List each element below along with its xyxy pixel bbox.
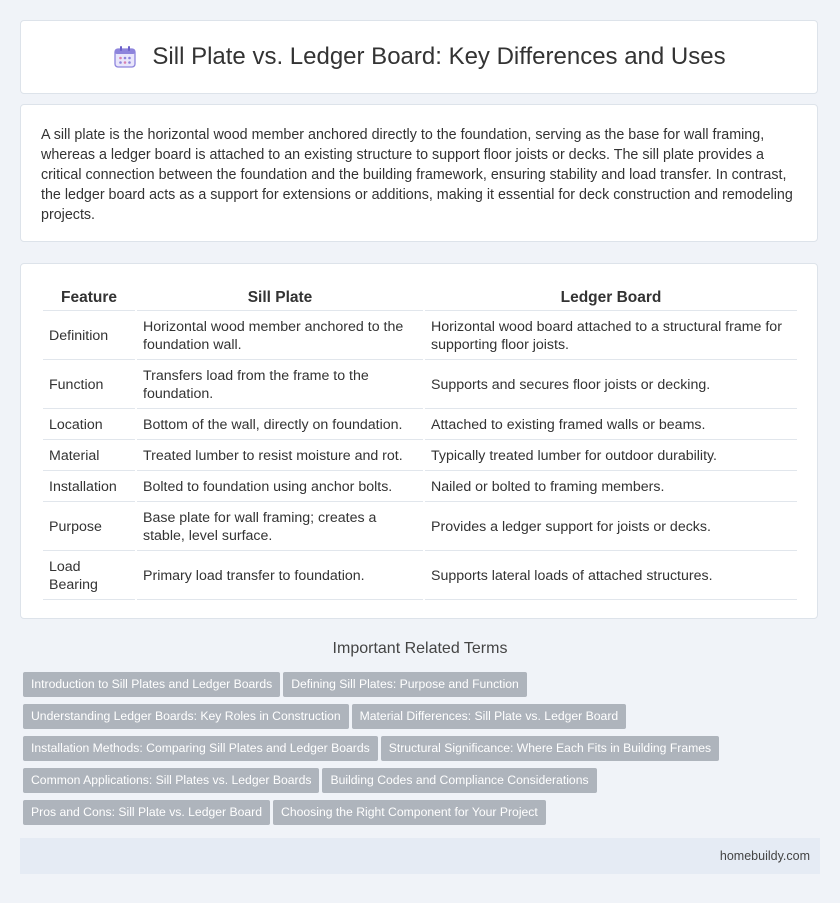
cell-feature: Purpose	[43, 504, 135, 551]
cell-feature: Definition	[43, 313, 135, 360]
cell-sill-plate: Horizontal wood member anchored to the foundation wall.	[137, 313, 423, 360]
related-terms-title: Important Related Terms	[332, 640, 508, 657]
comparison-card	[20, 263, 818, 619]
related-term-tag[interactable]: Choosing the Right Component for Your Project	[273, 800, 546, 825]
cell-feature: Load Bearing	[43, 553, 135, 600]
cell-ledger-board: Attached to existing framed walls or beams.	[425, 411, 797, 440]
footer	[20, 838, 820, 874]
header-ledger-board: Ledger Board	[425, 286, 797, 311]
related-term-tag[interactable]: Defining Sill Plates: Purpose and Function	[283, 672, 527, 697]
table-row	[43, 473, 797, 502]
cell-sill-plate: Primary load transfer to foundation.	[137, 553, 423, 600]
cell-sill-plate: Bottom of the wall, directly on foundation.	[137, 411, 423, 440]
comparison-table	[41, 284, 799, 602]
related-term-tag[interactable]: Building Codes and Compliance Considerations	[322, 768, 596, 793]
related-terms-list	[23, 672, 823, 832]
related-term-tag[interactable]: Structural Significance: Where Each Fits in Building Frames	[381, 736, 719, 761]
related-term-tag[interactable]: Understanding Ledger Boards: Key Roles in Construction	[23, 704, 349, 729]
cell-ledger-board: Horizontal wood board attached to a structural frame for supporting floor joists.	[425, 313, 797, 360]
cell-ledger-board: Provides a ledger support for joists or decks.	[425, 504, 797, 551]
cell-ledger-board: Typically treated lumber for outdoor durability.	[425, 442, 797, 471]
table-row	[43, 411, 797, 440]
page-title: Sill Plate vs. Ledger Board: Key Differences and Uses	[152, 43, 726, 70]
cell-sill-plate: Treated lumber to resist moisture and rot.	[137, 442, 423, 471]
cell-ledger-board: Supports and secures floor joists or decking.	[425, 362, 797, 409]
related-term-tag[interactable]: Pros and Cons: Sill Plate vs. Ledger Board	[23, 800, 270, 825]
cell-ledger-board: Nailed or bolted to framing members.	[425, 473, 797, 502]
table-row	[43, 553, 797, 600]
table-row	[43, 504, 797, 551]
footer-site-link[interactable]: homebuildy.com	[719, 849, 810, 863]
intro-card	[20, 104, 818, 242]
cell-feature: Location	[43, 411, 135, 440]
cell-feature: Function	[43, 362, 135, 409]
calendar-icon	[112, 44, 138, 70]
table-row	[43, 442, 797, 471]
table-row	[43, 362, 797, 409]
cell-ledger-board: Supports lateral loads of attached structures.	[425, 553, 797, 600]
cell-feature: Material	[43, 442, 135, 471]
related-term-tag[interactable]: Introduction to Sill Plates and Ledger Boards	[23, 672, 280, 697]
related-term-tag[interactable]: Common Applications: Sill Plates vs. Ledger Boards	[23, 768, 319, 793]
table-header-row	[43, 286, 797, 311]
cell-sill-plate: Bolted to foundation using anchor bolts.	[137, 473, 423, 502]
cell-sill-plate: Transfers load from the frame to the foundation.	[137, 362, 423, 409]
intro-text: A sill plate is the horizontal wood member anchored directly to the foundation, serving as the base for wall framing, whereas a ledger board is attached to an existing structure to support floor joists or decks. The sill plate provides a critical connection between the foundation and the building framework, ensuring stability and load transfer. In contrast, the ledger board acts as a support for extensions or additions, making it essential for deck construction and remodeling projects.	[41, 127, 793, 223]
page-header	[20, 20, 818, 94]
related-term-tag[interactable]: Installation Methods: Comparing Sill Plates and Ledger Boards	[23, 736, 378, 761]
header-feature: Feature	[43, 286, 135, 311]
cell-sill-plate: Base plate for wall framing; creates a stable, level surface.	[137, 504, 423, 551]
header-sill-plate: Sill Plate	[137, 286, 423, 311]
related-term-tag[interactable]: Material Differences: Sill Plate vs. Ledger Board	[352, 704, 627, 729]
cell-feature: Installation	[43, 473, 135, 502]
table-row	[43, 313, 797, 360]
